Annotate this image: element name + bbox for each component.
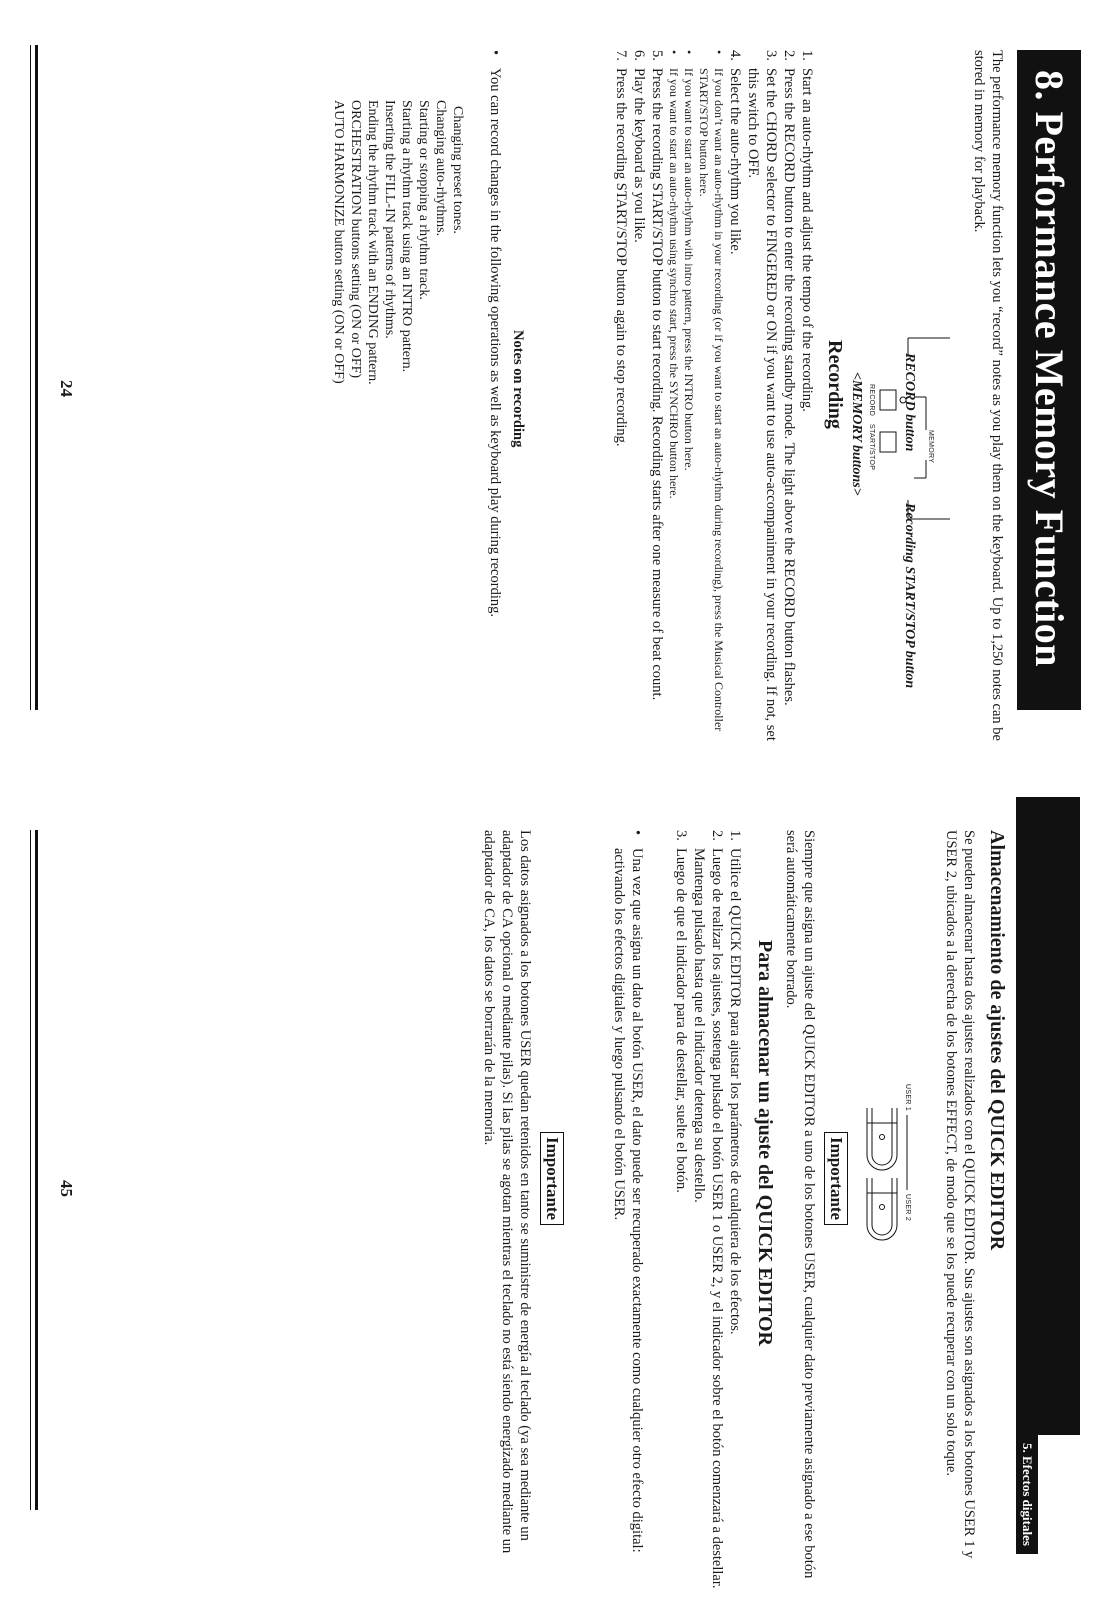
page-45 bbox=[0, 790, 1116, 1600]
page-bottom-rule-thin bbox=[30, 45, 31, 710]
chapter-tab: 5. Efectos digitales bbox=[1016, 1435, 1038, 1554]
store-step: 1. Utilice el QUICK EDITOR para ajustar los parámetros de cualquiera de los efectos. bbox=[727, 830, 743, 1335]
recording-step: 5. Press the recording START/STOP button to start recording. Recording starts after one measure of beat count. bbox=[649, 50, 665, 701]
recording-heading: Recording bbox=[824, 340, 846, 429]
page-24 bbox=[0, 0, 1116, 790]
store-step: 3. Luego de que el indicador para de destellar, suelte el botón. bbox=[673, 830, 689, 1193]
recording-sub-note: • If you want to start an auto-rhythm with intro pattern, press the INTRO button here. bbox=[682, 50, 696, 471]
user-2-label: USER 2 bbox=[904, 1194, 911, 1222]
notes-list-item: Changing preset tones. bbox=[450, 106, 465, 234]
notes-list-item: Starting or stopping a rhythm track. bbox=[416, 100, 431, 300]
recording-step: 1. Start an auto-rhythm and adjust the tempo of the recording. bbox=[799, 50, 815, 412]
start-stop-button-shape bbox=[880, 432, 896, 452]
notes-list bbox=[330, 100, 466, 700]
notes-list-item: AUTO HARMONIZE button setting (ON or OFF) bbox=[331, 100, 346, 384]
user-2-button-shape bbox=[867, 1178, 897, 1240]
page-number: 45 bbox=[57, 1180, 76, 1197]
section-heading-store-setting: Para almacenar un ajuste del QUICK EDITOR bbox=[754, 940, 776, 1346]
user-1-label: USER 1 bbox=[904, 1084, 911, 1112]
notes-list-item: ORCHESTRATION buttons setting (ON or OFF) bbox=[348, 100, 363, 379]
notes-list-item: Ending the rhythm track with an ENDING pattern. bbox=[365, 100, 380, 385]
notes-bullet: • You can record changes in the following operations as well as keyboard play during recording. bbox=[487, 50, 503, 617]
record-button-label: RECORD bbox=[868, 384, 875, 417]
page-bottom-rule bbox=[35, 45, 38, 710]
memory-group-label: MEMORY bbox=[927, 430, 934, 464]
caption-record-button: RECORD button bbox=[902, 353, 917, 452]
chapter-title: 8. Performance Memory Function bbox=[1017, 50, 1081, 710]
important-heading-2: Importante bbox=[540, 1132, 564, 1225]
important-text-1: Siempre que asigna un ajuste del QUICK EDITOR a uno de los botones USER, cualquier dato previamente asignado a ese botón será automáticamente borrado. bbox=[783, 830, 817, 1579]
recording-step: 2. Press the RECORD button to enter the recording standby mode. The light above the RECORD button flashes. bbox=[781, 50, 797, 706]
recording-step: 3. Set the CHORD selector to FINGERED or ON if you want to use auto-accompaniment in your recording. If not, set this switch to OFF. bbox=[745, 50, 779, 741]
important-heading-1: Importante bbox=[824, 1132, 848, 1225]
store-steps bbox=[672, 830, 744, 1590]
page-bottom-rule-thin bbox=[30, 830, 31, 1510]
recording-sub-note: • If you want to start an auto-rhythm using synchro start, press the SYNCHRO button here. bbox=[667, 50, 681, 499]
recall-bullet: • Una vez que asigna un dato al botón USER, el dato puede ser recuperado exactamente como cualquier otro efecto digital: activando los efectos digitales y luego pulsando el botón USER. bbox=[611, 830, 645, 1553]
section-heading-storage: Almacenamiento de ajustes del QUICK EDITOR bbox=[986, 830, 1008, 1251]
important-text-2: Los datos asignados a los botones USER quedan retenidos en tanto se suministre de energía al teclado (ya sea mediante un adaptador de CA opcional o mediante pilas). Si las pilas se agotan mientras el teclado no está siendo energizado mediante un adaptador de CA, los datos se borrarán de la memoria. bbox=[481, 830, 533, 1554]
notes-heading: Notes on recording bbox=[510, 330, 526, 448]
start-stop-button-label: START/STOP bbox=[868, 424, 875, 471]
store-step: 2. Luego de realizar los ajustes, sostenga pulsado el botón USER 1 o USER 2, y el indicador sobre el botón comenzará a destellar. Mantenga pulsado hasta que el indicador detenga su destello. bbox=[691, 830, 725, 1589]
storage-intro: Se pueden almacenar hasta dos ajustes realizados con el QUICK EDITOR. Sus ajustes son asignados a los botones USER 1 y USER 2, ubicados a la derecha de los botones EFFECT, de modo que se los puede recuperar con un solo toque. bbox=[943, 830, 977, 1559]
record-button-shape bbox=[880, 390, 896, 410]
recording-step: 4. Select the auto-rhythm you like. bbox=[727, 50, 743, 255]
recording-steps bbox=[612, 50, 816, 760]
caption-start-stop-button: Recording START/STOP button bbox=[902, 503, 917, 689]
recording-step: 6. Play the keyboard as you like. bbox=[631, 50, 647, 243]
page-number: 24 bbox=[57, 380, 76, 397]
notes-list-item: Changing auto-rhythms. bbox=[433, 100, 448, 237]
user-1-button-shape bbox=[867, 1108, 897, 1170]
notes-list-item: Starting a rhythm track using an INTRO pattern. bbox=[399, 100, 414, 373]
page-bottom-rule bbox=[35, 830, 38, 1510]
caption-memory-buttons: <MEMORY buttons> bbox=[849, 372, 864, 496]
recording-step: 7. Press the recording START/STOP button again to stop recording. bbox=[613, 50, 629, 447]
recording-sub-note: • If you don’t want an auto-rhythm in your recording (or if you want to start an auto-rhythm during recording), press the Musical Controller START/STOP button here. bbox=[697, 50, 726, 732]
intro-paragraph: The performance memory function lets you “record” notes as you play them on the keyboard. Up to 1,250 notes can be stored in memory for playback. bbox=[971, 50, 1005, 741]
user-buttons-diagram bbox=[816, 790, 1116, 1600]
notes-list-item: Inserting the FILL-IN patterns of rhythms. bbox=[382, 100, 397, 339]
